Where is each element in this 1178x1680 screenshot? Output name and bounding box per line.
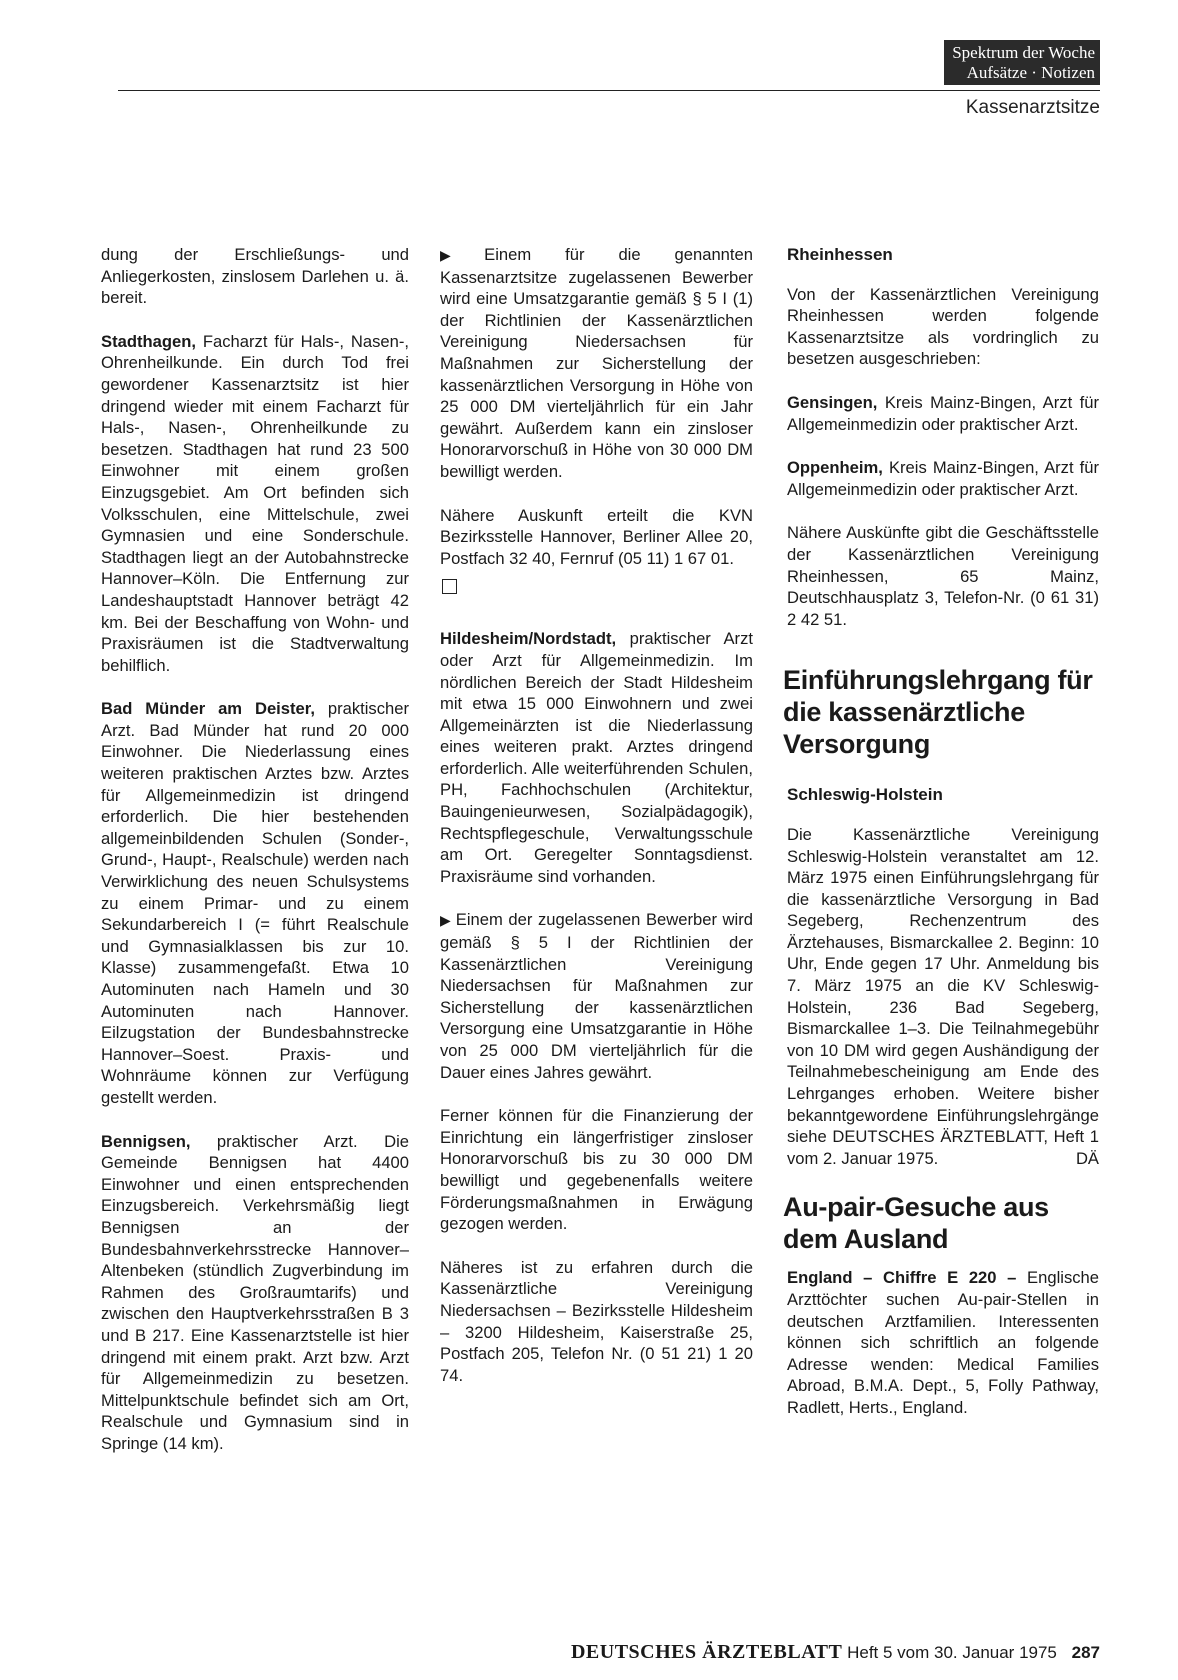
col2-paragraph-1 (440, 244, 753, 483)
paragraph-text: praktischer Arzt oder Arzt für Allgemeinmedizin. Im nördlichen Bereich der Stadt Hildesheim mit etwa 15 000 Einwohnern und zwei Allgemeinärzten ist die Niederlassung eines weiteren prakt. Arztes dringend erforderlich. Alle weiterführenden Schulen, PH, Fachhochschulen (Architektur, Bauingenieurwesen, Sozialpädagogik), Rechtspflegeschule, Verwaltungsschule am Ort. Geregelter Sonntagsdienst. Praxisräume sind vorhanden. (440, 629, 753, 886)
paragraph-text: Facharzt für Hals-, Nasen-, Ohrenheilkunde. Ein durch Tod frei gewordener Kassenarztsitz ist hier dringend wieder mit einem Facharzt für Hals-, Nasen-, Ohrenheilkunde zu besetzen. Stadthagen hat rund 23 500 Einwohner mit einem großen Einzugsgebiet. Am Ort befinden sich Volksschulen, eine Mittelschule, zwei Gymnasien und eine Sonderschule. Stadthagen liegt an der Autobahnstrecke Hannover–Köln. Die Entfernung zur Landeshauptstadt Hannover beträgt 42 km. Bei der Beschaffung von Wohn- und Praxisräumen ist die Stadtverwaltung behilflich. (101, 331, 409, 675)
journal-name: DEUTSCHES ÄRZTEBLATT (570, 1641, 843, 1663)
place-name: Bad Münder am Deister, (101, 699, 315, 719)
col1-paragraph-3 (101, 698, 409, 1108)
column-1 (101, 244, 409, 1476)
header-rule (118, 90, 1100, 91)
subheading-rheinhessen: Rheinhessen (787, 245, 893, 264)
col1-paragraph-4 (101, 1131, 409, 1455)
paragraph-text: Kreis Mainz-Bingen, Arzt für Allgemeinmedizin oder praktischer Arzt. (787, 458, 1099, 499)
col2-paragraph-3 (440, 628, 753, 887)
col3-paragraph-4: Nähere Auskünfte gibt die Geschäftsstelle der Kassenärztlichen Vereinigung Rheinhessen, 65 Mainz, Deutschhausplatz 3, Telefon-Nr. (0 61 31) 2 42 51. (787, 523, 1099, 629)
heading-einfuehrungslehrgang: Einführungslehrgang für die kassenärztliche Versorgung (783, 665, 1093, 760)
triangle-bullet-icon: ▶ (440, 247, 481, 263)
col3-paragraph-1: Von der Kassenärztlichen Vereinigung Rheinhessen werden folgende Kassenarztsitze als vordringlich zu besetzen ausgeschrieben: (787, 284, 1099, 369)
col1-paragraph-1: dung der Erschließungs- und Anliegerkosten, zinslosem Darlehen u. ä. bereit. (101, 245, 409, 308)
end-mark-box-icon (442, 579, 457, 594)
place-name: Bennigsen, (101, 1131, 191, 1151)
place-name: Stadthagen, (101, 331, 196, 351)
col3-paragraph-2 (787, 392, 1099, 435)
col3-paragraph-5 (787, 824, 1099, 1170)
col2-paragraph-4 (440, 909, 753, 1083)
section-label: Kassenarztsitze (965, 97, 1100, 118)
issue-info: Heft 5 vom 30. Januar 1975 (847, 1643, 1057, 1662)
heading-au-pair: Au-pair-Gesuche aus dem Ausland (783, 1192, 1049, 1255)
paragraph-text: Einem der zugelassenen Bewerber wird gemäß § 5 I der Richtlinien der Kassenärztlichen Vereinigung Niedersachsen für Maßnahmen zur Sicherstellung der kassenärztlichen Versorgung eine Umsatzgarantie in Höhe von 25 000 DM vierteljährlich für die Dauer eines Jahres gewährt. (440, 910, 753, 1082)
banner-line-2: Aufsätze · Notizen (966, 63, 1095, 82)
paragraph-text: praktischer Arzt. Die Gemeinde Bennigsen hat 4400 Einwohner und einen entsprechenden Einzugsbereich. Verkehrsmäßig liegt Bennigsen an der Bundesbahnverkehrsstrecke Hannover–Altenbeken (stündlich Zugverbindung im Rahmen des Großraumtarifs) und zwischen den Hauptverkehrsstraßen B 3 und B 217. Eine Kassenarztstelle ist hier dringend mit einem prakt. Arzt bzw. Arzt für Allgemeinmedizin zu besetzen. Mittelpunktschule befindet sich am Ort, Realschule und Gymnasium sind in Springe (14 km). (101, 1131, 409, 1453)
col3-paragraph-6 (787, 1267, 1099, 1418)
paragraph-text: Einem für die genannten Kassenarztsitze zugelassenen Bewerber wird eine Umsatzgarantie gemäß § 5 I (1) der Richtlinien der Kassenärztlichen Vereinigung Niedersachsen für Maßnahmen zur Sicherstellung der kassenärztlichen Versorgung in Höhe von 25 000 DM vierteljährlich für ein Jahr gewährt. Außerdem kann ein zinsloser Honorarvorschuß in Höhe von 30 000 DM bewilligt werden. (440, 245, 753, 481)
triangle-bullet-icon: ▶ (440, 912, 452, 929)
col3-paragraph-3 (787, 457, 1099, 500)
place-name: Gensingen, (787, 392, 878, 412)
paragraph-text: Englische Arzttöchter suchen Au-pair-Stellen in deutschen Arztfamilien. Interessenten können sich schriftlich an folgende Adresse wenden: Medical Families Abroad, B.M.A. Dept., 5, Folly Pathway, Radlett, Herts., England. (787, 1268, 1099, 1417)
place-name: Oppenheim, (787, 458, 883, 478)
paragraph-text: praktischer Arzt. Bad Münder hat rund 20 000 Einwohner. Die Niederlassung eines weiteren praktischen Arztes bzw. Arztes für Allgemeinmedizin ist dringend erforderlich. Die hier bestehenden allgemeinbildenden Schulen (Sonder-, Grund-, Haupt-, Realschule) werden nach Verwirklichung des neuen Schulsystems zu einem Primar- und zu einem Sekundarbereich I (= führt Realschule und Gymnasialklassen bis zur 10. Klasse) zusammengefaßt. Etwa 10 Autominuten nach Hameln und 30 Autominuten nach Hannover. Eilzugstation der Bundesbahnstrecke Hannover–Soest. Praxis- und Wohnräume können zur Verfügung gestellt werden. (101, 699, 409, 1107)
place-name: Hildesheim/Nordstadt, (440, 629, 617, 649)
col2-paragraph-5: Ferner können für die Finanzierung der Einrichtung ein längerfristiger zinsloser Honorarvorschuß bis zu 30 000 DM bewilligt und gegebenenfalls weitere Förderungsmaßnahmen in Erwägung gezogen werden. (440, 1106, 753, 1234)
page-number: 287 (1071, 1643, 1100, 1662)
signature-initials: DÄ (1075, 1148, 1099, 1168)
banner-line-1: Spektrum der Woche (952, 43, 1095, 62)
column-2 (440, 244, 753, 1408)
page-footer (571, 1641, 1100, 1664)
column-3 (783, 244, 1099, 1441)
subheading-schleswig-holstein: Schleswig-Holstein (787, 785, 943, 805)
col1-paragraph-2 (101, 331, 409, 677)
section-banner (944, 40, 1100, 85)
col2-paragraph-6: Näheres ist zu erfahren durch die Kassenärztliche Vereinigung Niedersachsen – Bezirksstelle Hildesheim – 3200 Hildesheim, Kaiserstraße 25, Postfach 205, Telefon Nr. (0 51 21) 1 20 74. (440, 1257, 753, 1385)
paragraph-text: Die Kassenärztliche Vereinigung Schleswig-Holstein veranstaltet am 12. März 1975 einen Einführungslehrgang für die kassenärztliche Versorgung in Bad Segeberg, Rechenzentrum des Ärztehauses, Bismarckallee 2. Beginn: 10 Uhr, Ende gegen 17 Uhr. Anmeldung bis 7. März 1975 an die KV Schleswig-Holstein, 236 Bad Segeberg, Bismarckallee 1–3. Die Teilnahmegebühr von 10 DM wird gegen Aushändigung der Teilnahmebescheinigung am Ende des Lehrganges erhoben. Weitere bisher bekanntgewordene Einführungslehrgänge siehe DEUTSCHES ÄRZTEBLATT, Heft 1 vom 2. Januar 1975. (787, 824, 1099, 1168)
col2-paragraph-2: Nähere Auskunft erteilt die KVN Bezirksstelle Hannover, Berliner Allee 20, Postfach 32 40, Fernruf (05 11) 1 67 01. (440, 505, 753, 568)
paragraph-text: Kreis Mainz-Bingen, Arzt für Allgemeinmedizin oder praktischer Arzt. (787, 392, 1099, 434)
place-name: England – Chiffre E 220 – (787, 1268, 1017, 1288)
